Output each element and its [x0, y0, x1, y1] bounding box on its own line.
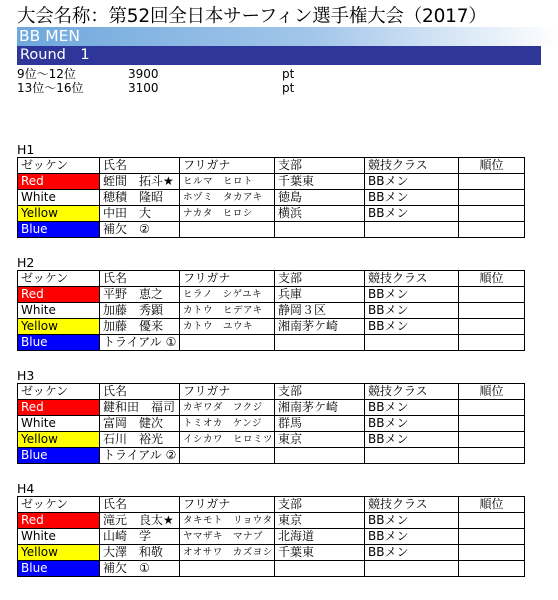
- table-row: [18, 448, 525, 464]
- heat-label: H2: [17, 255, 35, 270]
- rank-cell: [459, 303, 525, 319]
- heat-table: [17, 157, 525, 238]
- heat-table: [17, 383, 525, 464]
- round-label: Round 1: [20, 47, 90, 63]
- furigana-cell: ヒラノ シゲユキ: [180, 287, 275, 303]
- table-row: [18, 529, 525, 545]
- table-header-row: [18, 384, 525, 400]
- furigana-cell: ヒルマ ヒロト: [180, 174, 275, 190]
- points-unit: pt: [282, 81, 295, 95]
- furigana-cell: カギワダ フクジ: [180, 400, 275, 416]
- class-cell: BBメン: [365, 513, 459, 529]
- name-header: 氏名: [100, 384, 180, 400]
- name-cell: 穂積 隆昭: [100, 190, 180, 206]
- zekken-cell: Blue: [18, 448, 100, 464]
- furigana-cell: トミオカ ケンジ: [180, 416, 275, 432]
- zekken-cell: Yellow: [18, 545, 100, 561]
- page-title: 大会名称：第52回全日本サーフィン選手権大会（2017）: [17, 6, 487, 27]
- zekken-cell: Red: [18, 513, 100, 529]
- branch-header: 支部: [275, 271, 365, 287]
- class-cell: BBメン: [365, 319, 459, 335]
- rank-cell: [459, 190, 525, 206]
- name-cell: 富岡 健次: [100, 416, 180, 432]
- name-cell: 滝元 良太★: [100, 513, 180, 529]
- furigana-cell: カトウ ヒデアキ: [180, 303, 275, 319]
- rank-cell: [459, 206, 525, 222]
- class-cell: BBメン: [365, 416, 459, 432]
- branch-cell: 静岡３区: [275, 303, 365, 319]
- name-cell: 加藤 秀顕: [100, 303, 180, 319]
- name-cell: 補欠 ②: [100, 222, 180, 238]
- branch-cell: [275, 561, 365, 577]
- furigana-header: フリガナ: [180, 497, 275, 513]
- name-cell: 山崎 学: [100, 529, 180, 545]
- name-cell: 大澤 和敬: [100, 545, 180, 561]
- class-cell: BBメン: [365, 174, 459, 190]
- rank-cell: [459, 432, 525, 448]
- rank-cell: [459, 319, 525, 335]
- rank-cell: [459, 545, 525, 561]
- heat-table: [17, 496, 525, 577]
- table-header-row: [18, 158, 525, 174]
- furigana-cell: オオサワ カズヨシ: [180, 545, 275, 561]
- table-row: [18, 416, 525, 432]
- branch-cell: [275, 335, 365, 351]
- name-cell: 鍵和田 福司: [100, 400, 180, 416]
- branch-cell: 徳島: [275, 190, 365, 206]
- zekken-cell: White: [18, 303, 100, 319]
- class-cell: [365, 561, 459, 577]
- zekken-header: ゼッケン: [18, 497, 100, 513]
- name-cell: 中田 大: [100, 206, 180, 222]
- branch-cell: 群馬: [275, 416, 365, 432]
- branch-cell: [275, 222, 365, 238]
- rank-cell: [459, 448, 525, 464]
- class-cell: BBメン: [365, 190, 459, 206]
- name-cell: 加藤 優来: [100, 319, 180, 335]
- zekken-header: ゼッケン: [18, 271, 100, 287]
- name-header: 氏名: [100, 271, 180, 287]
- branch-cell: 湘南茅ケ崎: [275, 319, 365, 335]
- name-header: 氏名: [100, 158, 180, 174]
- table-row: [18, 287, 525, 303]
- furigana-cell: タキモト リョウタ: [180, 513, 275, 529]
- table-row: [18, 513, 525, 529]
- name-cell: 石川 裕光: [100, 432, 180, 448]
- rank-cell: [459, 335, 525, 351]
- points-value: 3100: [128, 81, 159, 95]
- zekken-cell: Red: [18, 174, 100, 190]
- table-row: [18, 303, 525, 319]
- furigana-cell: [180, 448, 275, 464]
- table-row: [18, 222, 525, 238]
- zekken-cell: Yellow: [18, 206, 100, 222]
- table-row: [18, 206, 525, 222]
- rank-cell: [459, 287, 525, 303]
- table-row: [18, 400, 525, 416]
- heat-label: H3: [17, 368, 35, 383]
- points-row: [17, 81, 417, 95]
- zekken-cell: White: [18, 190, 100, 206]
- class-cell: BBメン: [365, 400, 459, 416]
- furigana-cell: [180, 222, 275, 238]
- table-row: [18, 432, 525, 448]
- table-row: [18, 174, 525, 190]
- furigana-cell: カトウ ユウキ: [180, 319, 275, 335]
- zekken-cell: White: [18, 416, 100, 432]
- class-header: 競技クラス: [365, 271, 459, 287]
- table-header-row: [18, 271, 525, 287]
- furigana-cell: ナカタ ヒロシ: [180, 206, 275, 222]
- branch-cell: [275, 448, 365, 464]
- name-cell: 補欠 ①: [100, 561, 180, 577]
- zekken-cell: Yellow: [18, 432, 100, 448]
- category-banner: [17, 27, 558, 46]
- rank-header: 順位: [459, 271, 525, 287]
- class-cell: BBメン: [365, 545, 459, 561]
- furigana-header: フリガナ: [180, 158, 275, 174]
- table-row: [18, 335, 525, 351]
- rank-cell: [459, 174, 525, 190]
- zekken-header: ゼッケン: [18, 384, 100, 400]
- points-range: 9位～12位: [17, 67, 76, 81]
- branch-cell: 横浜: [275, 206, 365, 222]
- class-cell: [365, 222, 459, 238]
- heat-label: H4: [17, 481, 35, 496]
- class-cell: [365, 448, 459, 464]
- class-cell: BBメン: [365, 529, 459, 545]
- table-row: [18, 545, 525, 561]
- rank-cell: [459, 513, 525, 529]
- rank-header: 順位: [459, 497, 525, 513]
- furigana-header: フリガナ: [180, 271, 275, 287]
- rank-cell: [459, 529, 525, 545]
- branch-cell: 千葉東: [275, 545, 365, 561]
- furigana-cell: [180, 561, 275, 577]
- branch-cell: 東京: [275, 513, 365, 529]
- class-cell: BBメン: [365, 303, 459, 319]
- zekken-cell: Blue: [18, 335, 100, 351]
- points-row: [17, 67, 417, 81]
- rank-cell: [459, 400, 525, 416]
- furigana-cell: イシカワ ヒロミツ: [180, 432, 275, 448]
- rank-cell: [459, 416, 525, 432]
- table-row: [18, 561, 525, 577]
- class-header: 競技クラス: [365, 497, 459, 513]
- table-header-row: [18, 497, 525, 513]
- category-label: BB MEN: [19, 27, 80, 45]
- rank-header: 順位: [459, 158, 525, 174]
- branch-header: 支部: [275, 497, 365, 513]
- zekken-cell: Red: [18, 287, 100, 303]
- branch-header: 支部: [275, 384, 365, 400]
- points-range: 13位～16位: [17, 81, 84, 95]
- name-cell: トライアル ②: [100, 448, 180, 464]
- points-unit: pt: [282, 67, 295, 81]
- rank-cell: [459, 222, 525, 238]
- class-cell: BBメン: [365, 432, 459, 448]
- points-value: 3900: [128, 67, 159, 81]
- zekken-cell: Blue: [18, 222, 100, 238]
- rank-cell: [459, 561, 525, 577]
- rank-header: 順位: [459, 384, 525, 400]
- zekken-cell: Blue: [18, 561, 100, 577]
- name-cell: 平野 恵之: [100, 287, 180, 303]
- branch-cell: 東京: [275, 432, 365, 448]
- branch-cell: 湘南茅ケ崎: [275, 400, 365, 416]
- zekken-cell: White: [18, 529, 100, 545]
- furigana-cell: ホヅミ タカアキ: [180, 190, 275, 206]
- zekken-header: ゼッケン: [18, 158, 100, 174]
- round-banner: [17, 46, 541, 65]
- class-cell: [365, 335, 459, 351]
- furigana-cell: ヤマザキ マナブ: [180, 529, 275, 545]
- class-header: 競技クラス: [365, 384, 459, 400]
- heat-label: H1: [17, 142, 35, 157]
- furigana-cell: [180, 335, 275, 351]
- branch-header: 支部: [275, 158, 365, 174]
- name-header: 氏名: [100, 497, 180, 513]
- table-row: [18, 319, 525, 335]
- branch-cell: 千葉東: [275, 174, 365, 190]
- class-cell: BBメン: [365, 206, 459, 222]
- heat-table: [17, 270, 525, 351]
- name-cell: 蛭間 拓斗★: [100, 174, 180, 190]
- furigana-header: フリガナ: [180, 384, 275, 400]
- name-cell: トライアル ①: [100, 335, 180, 351]
- table-row: [18, 190, 525, 206]
- class-cell: BBメン: [365, 287, 459, 303]
- branch-cell: 兵庫: [275, 287, 365, 303]
- zekken-cell: Red: [18, 400, 100, 416]
- class-header: 競技クラス: [365, 158, 459, 174]
- zekken-cell: Yellow: [18, 319, 100, 335]
- branch-cell: 北海道: [275, 529, 365, 545]
